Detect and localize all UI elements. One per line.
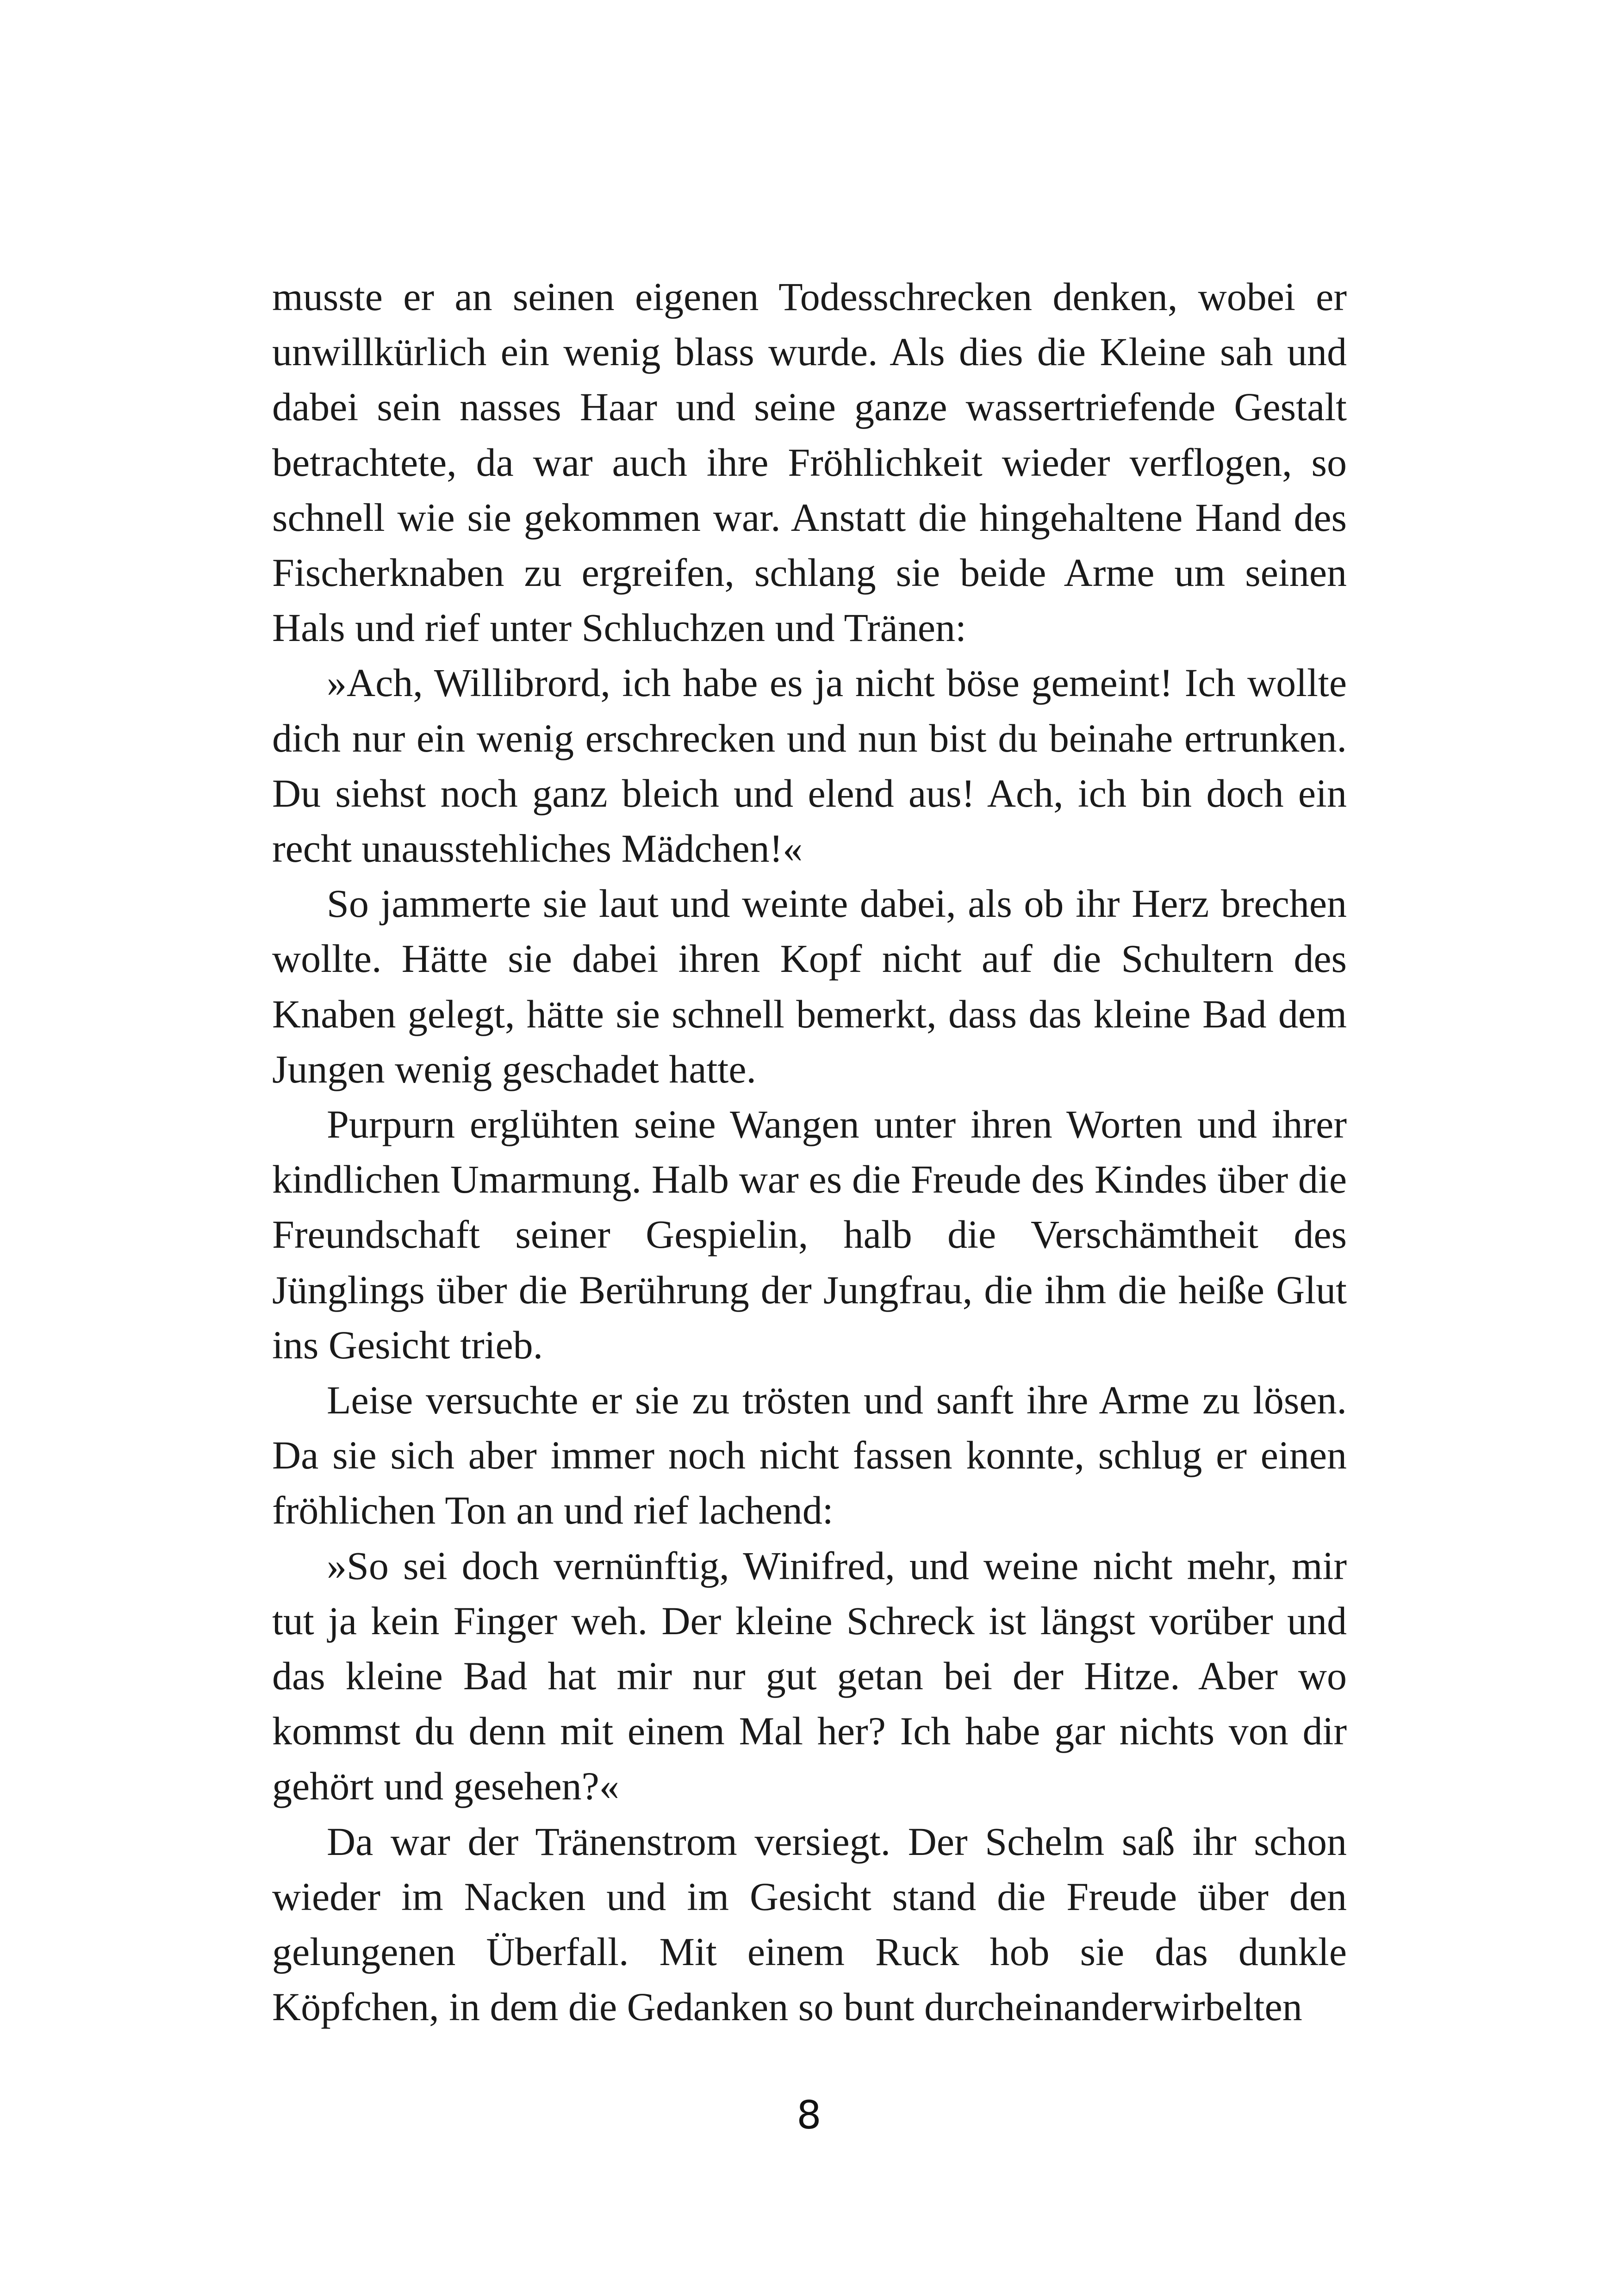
paragraph-7: Da war der Tränenstrom versiegt. Der Schelm saß ihr schon wieder im Nacken und im Gesicht stand die Freude über den gelungenen Überfall. Mit einem Ruck hob sie das dunkle Köpfchen, in dem die Gedanken so bunt durcheinanderwirbelten	[272, 1819, 1347, 2029]
paragraph-4: Purpurn erglühten seine Wangen unter ihren Worten und ihrer kindlichen Umarmung. Halb war es die Freude des Kindes über die Freundschaft seiner Gespielin, halb die Verschämtheit des Jünglings über die Berührung der Jungfrau, die ihm die heiße Glut ins Gesicht trieb.	[272, 1102, 1347, 1367]
paragraph-1: musste er an seinen eigenen Todesschrecken denken, wobei er unwillkürlich ein wenig blass wurde. Als dies die Kleine sah und dabei sein nasses Haar und seine ganze wassertriefende Gestalt betrachtete, da war auch ihre Fröhlichkeit wieder verflogen, so schnell wie sie gekommen war. Anstatt die hingehaltene Hand des Fischerknaben zu ergreifen, schlang sie beide Arme um seinen Hals und rief unter Schluchzen und Tränen:	[272, 274, 1347, 650]
paragraph-3: So jammerte sie laut und weinte dabei, als ob ihr Herz brechen wollte. Hätte sie dabei ihren Kopf nicht auf die Schultern des Knaben gelegt, hätte sie schnell bemerkt, dass das kleine Bad dem Jungen wenig geschadet hatte.	[272, 881, 1347, 1091]
body-text	[272, 269, 1347, 2035]
paragraph-2: »Ach, Willibrord, ich habe es ja nicht böse gemeint! Ich wollte dich nur ein wenig erschrecken und nun bist du beinahe ertrunken. Du siehst noch ganz bleich und elend aus! Ach, ich bin doch ein recht unausstehliches Mädchen!«	[272, 660, 1347, 871]
page-number: 8	[797, 2092, 821, 2138]
paragraph-6: »So sei doch vernünftig, Winifred, und weine nicht mehr, mir tut ja kein Finger weh. Der kleine Schreck ist längst vorüber und das kleine Bad hat mir nur gut getan bei der Hitze. Aber wo kommst du denn mit einem Mal her? Ich habe gar nichts von dir gehört und gesehen?«	[272, 1543, 1347, 1809]
paragraph-5: Leise versuchte er sie zu trösten und sanft ihre Arme zu lösen. Da sie sich aber immer noch nicht fassen konnte, schlug er einen fröhlichen Ton an und rief lachend:	[272, 1378, 1347, 1533]
